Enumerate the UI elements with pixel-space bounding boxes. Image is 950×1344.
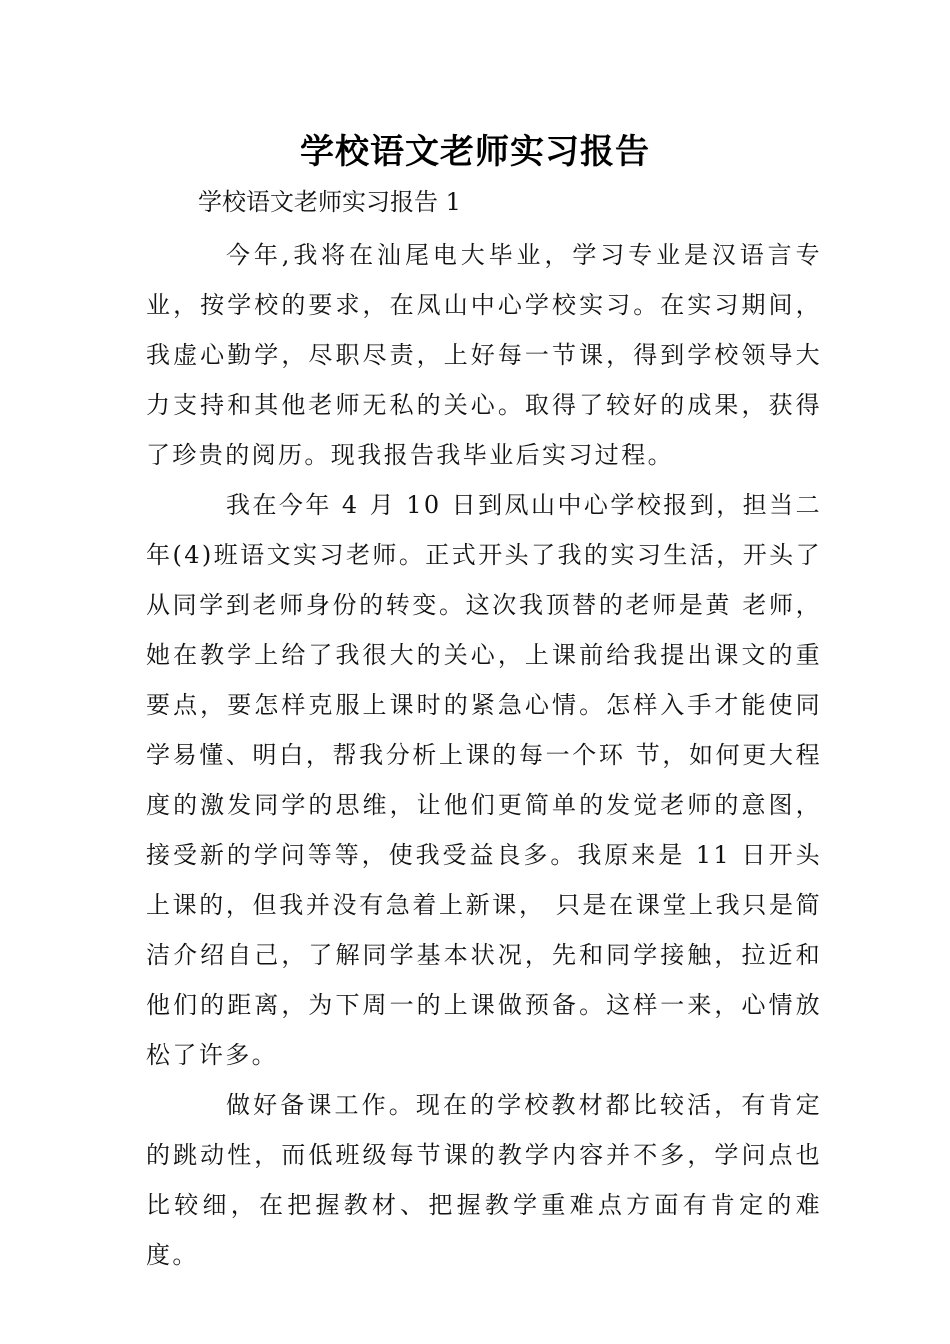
paragraph: 我在今年 4 月 10 日到凤山中心学校报到，担当二年(4)班语文实习老师。正式开头了我的实习生活，开头了从同学到老师身份的转变。这次我顶替的老师是黄 老师，她在教学上给了我很大的关心，上课前给我提出课文的重要点，要怎样克服上课时的紧急心情。怎样入手才能使同学易懂、明白，帮我分析上课的每一个环 节，如何更大程度的激发同学的思维，让他们更简单的发觉老师的意图，接受新的学问等等，使我受益良多。我原来是 11 日开头上课的，但我并没有急着上新课， 只是在课堂上我只是简洁介绍自己，了解同学基本状况，先和同学接触，拉近和他们的距离，为下周一的上课做预备。这样一来，心情放松了许多。 [146, 491, 822, 1069]
paragraph: 做好备课工作。现在的学校教材都比较活，有肯定的跳动性，而低班级每节课的教学内容并不多，学问点也比较细，在把握教材、把握教学重难点方面有肯定的难 度。 [146, 1091, 822, 1269]
document-body [146, 230, 822, 1280]
document-title: 学校语文老师实习报告 [300, 132, 650, 172]
document-subtitle: 学校语文老师实习报告 1 [198, 188, 461, 216]
paragraph: 今年,我将在汕尾电大毕业，学习专业是汉语言专业，按学校的要求，在凤山中心学校实习。在实习期间，我虚心勤学，尽职尽责，上好每一节课，得到学校领导大力支持和其他老师无私的关心。取得了较好的成果，获得了珍贵的阅历。现我报告我毕业后实习过程。 [146, 241, 822, 469]
